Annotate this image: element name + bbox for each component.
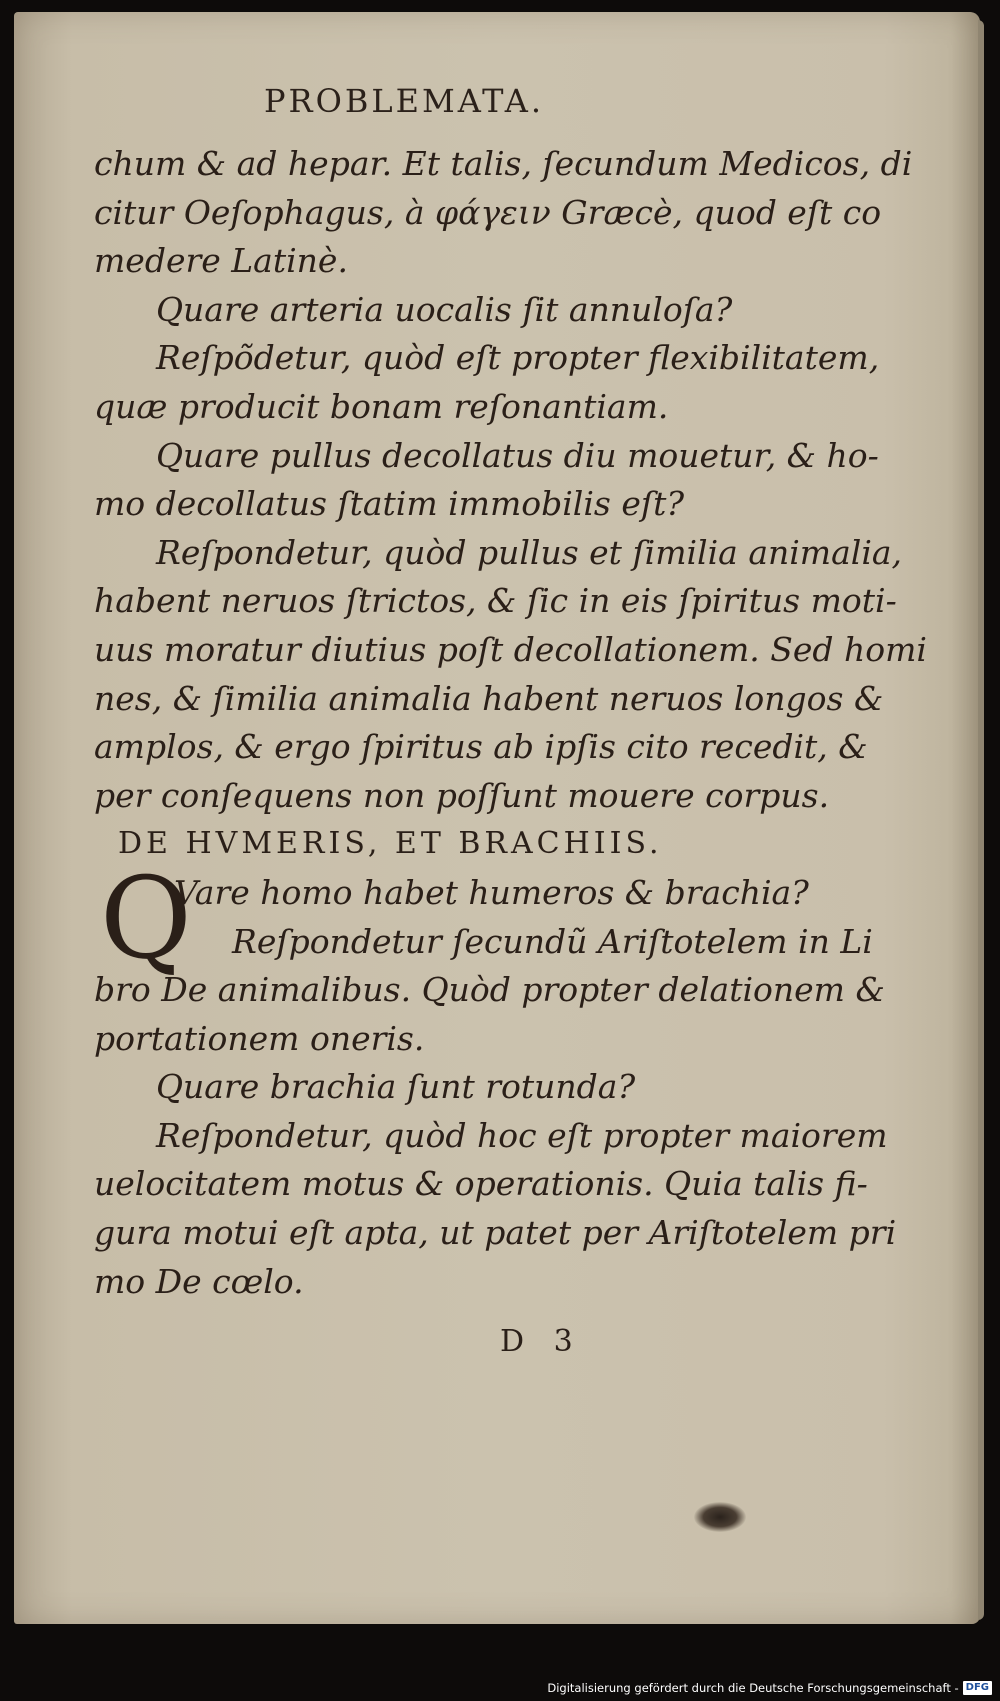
text-line: uus moratur diutius poſt decollationem. Sed homi bbox=[94, 629, 927, 669]
dfg-logo-icon: DFG bbox=[963, 1681, 992, 1695]
body-text bbox=[94, 140, 927, 1306]
answer-line: Reſpondetur ſecundũ Ariſtotelem in Li bbox=[232, 921, 873, 961]
text-line: chum & ad hepar. Et talis, ſecundum Medicos, di bbox=[94, 144, 913, 183]
text-line: portationem oneris. bbox=[94, 1018, 425, 1058]
question-line: Quare pullus decollatus diu mouetur, & ho- bbox=[156, 435, 879, 475]
question-line: Quare brachia ſunt rotunda? bbox=[156, 1067, 636, 1107]
text-line: mo decollatus ſtatim immobilis eſt? bbox=[94, 484, 685, 524]
signature-mark: D 3 bbox=[500, 1324, 583, 1359]
text-line: nes, & ſimilia animalia habent neruos longos & bbox=[94, 678, 884, 718]
page-edge bbox=[978, 20, 984, 1620]
text-line: bro De animalibus. Quòd propter delationem & bbox=[94, 970, 885, 1010]
answer-line: Reſpõdetur, quòd eſt propter flexibilitatem, bbox=[156, 338, 880, 378]
text-line: amplos, & ergo ſpiritus ab ipſis cito recedit, & bbox=[94, 727, 868, 767]
answer-line: Reſpondetur, quòd hoc eſt propter maiorem bbox=[156, 1115, 888, 1155]
text-line: habent neruos ſtrictos, & ſic in eis ſpiritus moti- bbox=[94, 581, 897, 621]
running-title: PROBLEMATA. bbox=[264, 82, 544, 120]
text-line: per conſequens non poſſunt mouere corpus. bbox=[94, 775, 830, 815]
digitization-credit bbox=[547, 1681, 992, 1695]
section-heading: DE HVMERIS, ET BRACHIIS. bbox=[118, 826, 663, 862]
ink-blot bbox=[694, 1502, 746, 1532]
credit-text: Digitalisierung gefördert durch die Deutsche Forschungsgemeinschaft - bbox=[547, 1681, 959, 1695]
text-line: uelocitatem motus & operationis. Quia talis fi- bbox=[94, 1164, 868, 1204]
text-line: quæ producit bonam reſonantiam. bbox=[94, 386, 669, 426]
book-page bbox=[14, 12, 980, 1624]
answer-line: Reſpondetur, quòd pullus et ſimilia animalia, bbox=[156, 532, 903, 572]
text-line: mo De cœlo. bbox=[94, 1261, 304, 1301]
text-line: citur Oeſophagus, à φάγειν Græcè, quod eſt co bbox=[94, 192, 882, 232]
text-line: medere Latinè. bbox=[94, 241, 348, 281]
drop-cap: Q bbox=[100, 853, 192, 984]
question-line: Quare arteria uocalis ſit annuloſa? bbox=[156, 289, 733, 329]
text-line: gura motui eſt apta, ut patet per Ariſtotelem pri bbox=[94, 1213, 897, 1253]
question-line: Vare homo habet humeros & brachia? bbox=[174, 872, 809, 912]
